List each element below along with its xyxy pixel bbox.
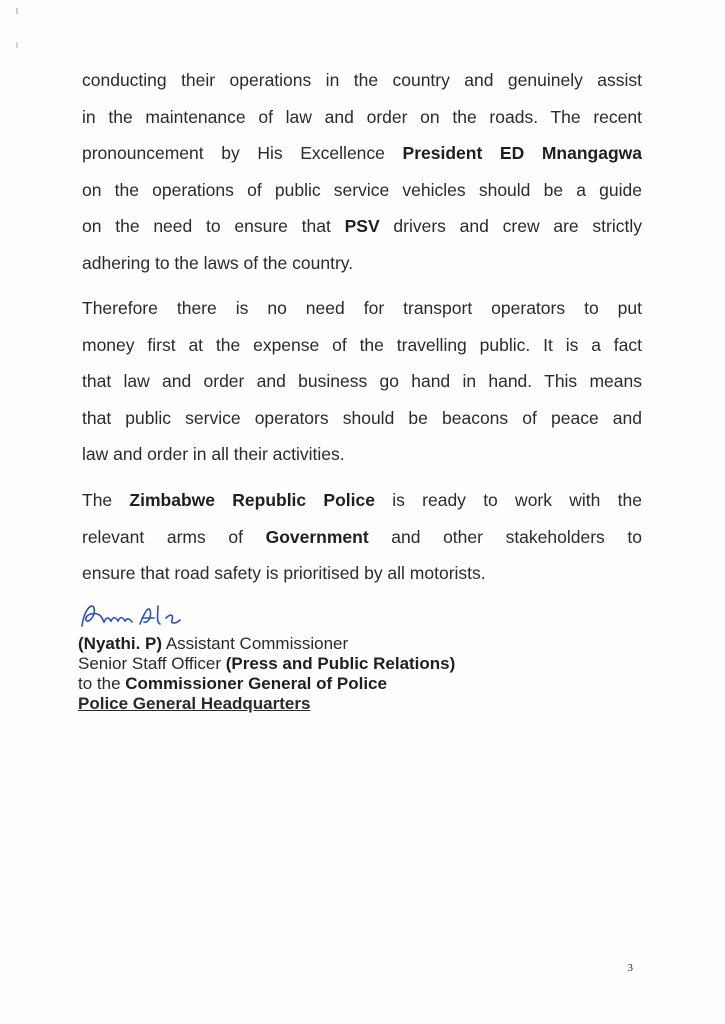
text-run: The [82, 490, 130, 510]
paragraph-line [82, 555, 642, 592]
text-run: and other stakeholders to [368, 526, 642, 547]
paragraph-line [82, 482, 642, 519]
bold-text: Government [265, 526, 369, 547]
text-run: on the need to ensure that [82, 216, 345, 236]
paragraph-line [82, 135, 642, 172]
paragraph-line [82, 290, 642, 327]
text-run: drivers and crew are strictly [379, 216, 642, 236]
text-run: adhering to the laws of the country. [82, 252, 354, 273]
text-run: money first at the expense of the travelling public. It is a fact [82, 334, 642, 355]
text-run: ensure that road safety is prioritised by all motorists. [82, 563, 486, 583]
page-number: 3 [627, 962, 633, 974]
paragraph-line [82, 172, 642, 209]
text-run: relevant arms of [82, 526, 266, 547]
paragraph-line [82, 363, 642, 400]
text-run: pronouncement by His Excellence [82, 143, 403, 163]
signatory-to-line: to the Commissioner General of Police [78, 674, 387, 693]
signatory-title-line: Senior Staff Officer (Press and Public Relations) [78, 654, 456, 673]
bold-text: PSV [344, 216, 380, 236]
text-run: that public service operators should be beacons of peace and [82, 407, 642, 428]
paragraph-line [82, 99, 642, 136]
signatory-name-line: (Nyathi. P) Assistant Commissioner [78, 634, 349, 653]
bold-text: President ED Mnangagwa [402, 143, 642, 163]
paragraph-line [82, 208, 642, 245]
text-run: in the maintenance of law and order on the roads. The recent [82, 106, 642, 127]
text-run: is ready to work with the [374, 490, 642, 510]
handwritten-signature-icon [78, 596, 188, 636]
paragraph-line [82, 327, 642, 364]
text-run: on the operations of public service vehicles should be a guide [82, 179, 642, 200]
paragraph-line [82, 519, 642, 556]
signature-block [78, 634, 455, 714]
bold-text: Zimbabwe Republic Police [129, 490, 375, 510]
paragraph-2 [82, 290, 642, 473]
paragraph-line [82, 62, 642, 99]
headquarters-line: Police General Headquarters [78, 694, 311, 713]
scan-artifact-icon [14, 6, 20, 50]
text-run: law and order in all their activities. [82, 444, 345, 464]
paragraph-line [82, 245, 642, 282]
text-run: that law and order and business go hand in hand. This means [82, 371, 642, 391]
paragraph-line [82, 436, 642, 473]
paragraph-line [82, 400, 642, 437]
paragraph-3 [82, 482, 642, 592]
text-run: conducting their operations in the country and genuinely assist [82, 70, 642, 90]
paragraph-1 [82, 62, 642, 281]
text-run: Therefore there is no need for transport operators to put [82, 298, 642, 318]
